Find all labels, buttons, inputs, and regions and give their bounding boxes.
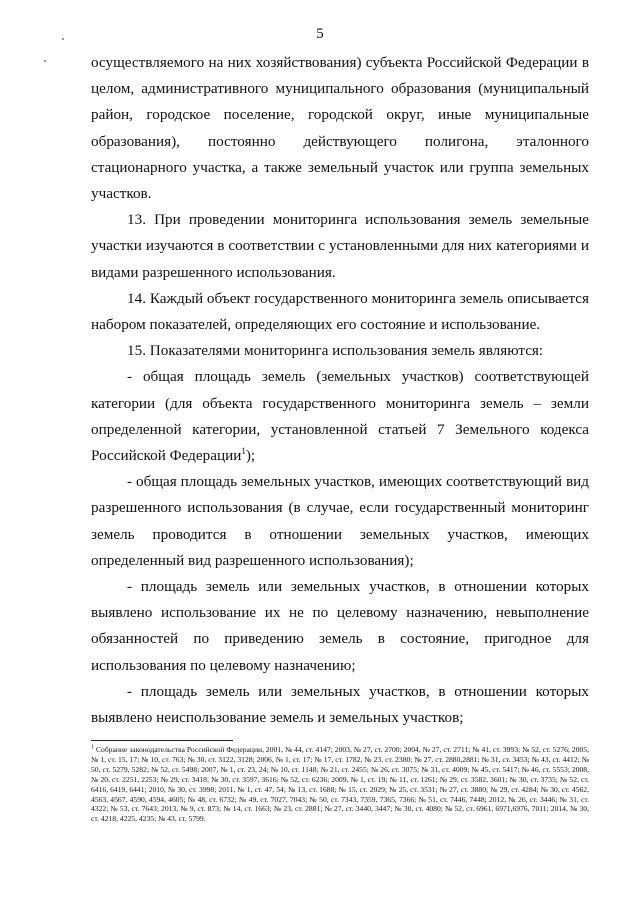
paragraph-continuation: осуществляемого на них хозяйствования) субъекта Российской Федерации в целом, административного муниципального образования (муниципальный район, городское поселение, городской округ, иные муниципальные образования), постоянно действующего полигона, эталонного стационарного участка, а также земельный участок или группа земельных участков.	[91, 54, 589, 203]
scan-speck	[44, 60, 46, 62]
footnote-separator	[91, 740, 233, 741]
list-item-tail: );	[245, 447, 256, 465]
body-text	[91, 50, 589, 731]
footnote	[91, 745, 589, 824]
paragraph-15: 15. Показателями мониторинга использования земель являются:	[127, 342, 544, 360]
page-number: 5	[316, 26, 324, 42]
list-item-text: - общая площадь земель (земельных участков) соответствующей категории (для объекта государственного мониторинга земель – земли определенной категории, установленной статьей 7 Земельного кодекса Российской Федерации	[91, 368, 589, 465]
footnote-mark: 1	[91, 744, 94, 751]
paragraph-13: 13. При проведении мониторинга использования земель земельные участки изучаются в соответствии с установленными для них категориями и видами разрешенного использования.	[91, 211, 589, 281]
footnote-reference: 1	[241, 445, 246, 456]
list-item-area-misuse: - площадь земель или земельных участков, в отношении которых выявлено использование их не по целевому назначению, невыполнение обязанностей по приведению земель в состояние, пригодное для использования по целевому назначению;	[91, 578, 589, 674]
list-item-total-area-category	[91, 364, 589, 469]
list-item-total-area-permitted-use: - общая площадь земельных участков, имеющих соответствующий вид разрешенного использования (в случае, если государственный мониторинг земель проводится в отношении земельных участков, имеющих определенный вид разрешенного использования);	[91, 473, 589, 569]
footnote-text: Собрание законодательства Российской Федерации, 2001, № 44, ст. 4147; 2003, № 27, ст. 2700; 2004, № 27, ст. 2711; № 41, ст. 3993; № 52, ст. 5276; 2005, № 1, ст. 15, 17; № 10, ст. 763; № 30, ст. 3122, 3128; 2006, № 1, ст. 17; № 17, ст. 1782, № 23, ст. 2380; № 27, ст. 2880,2881; № 31, ст. 3453; № 43, ст. 4412; № 50, ст. 5279, 5282; № 52, ст. 5498; 2007, № 1, ст. 23, 24; № 10, ст. 1148; № 21, ст. 2455; № 26, ст. 3075; № 31, ст. 4009; № 45, ст. 5417; № 46, ст. 5553; 2008, № 20, ст. 2251, 2253; № 29, ст. 3418; № 30, ст. 3597, 3616; № 52, ст. 6236; 2009, № 1, ст. 19; № 11, ст. 1261; № 29, ст. 3582, 3601; № 30, ст. 3735; № 52, ст. 6416, 6419, 6441; 2010, № 30, ст. 3998; 2011, № 1, ст. 47, 54; № 13, ст. 1688; № 15, ст. 2029; № 25, ст. 3531; № 27, ст. 3880; № 29, ст. 4284; № 30, ст. 4562, 4563, 4567, 4590, 4594, 4605; № 48, ст. 6732; № 49, ст. 7027, 7043; № 50, ст. 7343, 7359, 7365, 7366; № 51, ст. 7446, 7448; 2012, № 26, ст. 3446; № 31, ст. 4322; № 53, ст. 7643; 2013, № 9, ст. 873; № 14, ст. 1663; № 23, ст. 2881; № 27, ст. 3440, 3447; № 30, ст. 4080; № 52, ст. 6961, 6971,6976, 7011; 2014, № 30, ст. 4218, 4225, 4235; № 43, ст. 5799.	[91, 745, 589, 824]
paragraph-14: 14. Каждый объект государственного мониторинга земель описывается набором показателей, определяющих его состояние и использование.	[91, 289, 589, 334]
list-item-area-nonuse: - площадь земель или земельных участков, в отношении которых выявлено неиспользование земель и земельных участков;	[91, 682, 589, 727]
